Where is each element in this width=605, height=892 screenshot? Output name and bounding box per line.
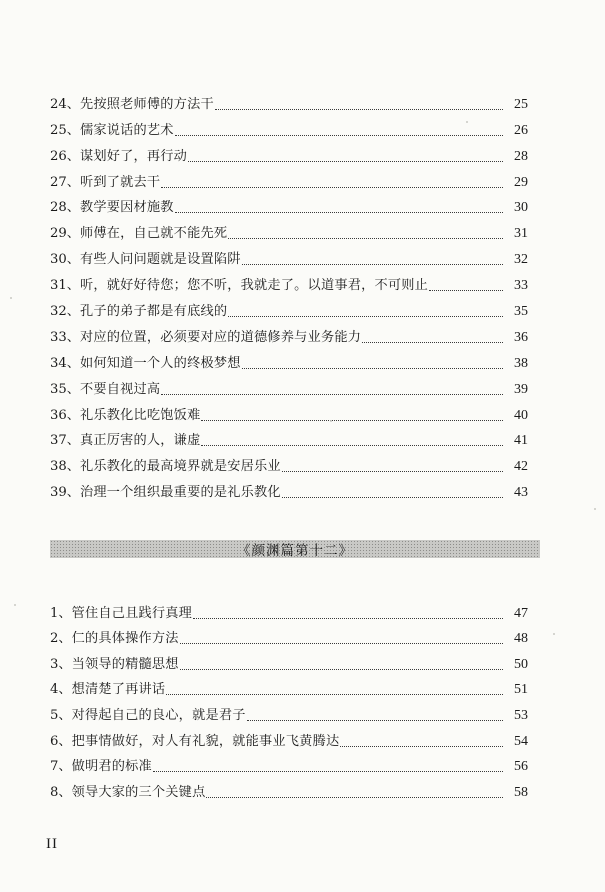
toc-entry[interactable] (50, 476, 528, 502)
toc-entry[interactable] (50, 450, 528, 476)
entry-number: 33、 (50, 329, 80, 345)
entry-page-number: 51 (514, 682, 528, 698)
entry-title: 听到了就去干 (79, 174, 161, 190)
dot-leader (201, 445, 503, 446)
entry-page-number: 39 (514, 381, 528, 397)
entry-page-number: 53 (514, 707, 528, 723)
dot-leader (175, 212, 503, 213)
dot-leader (206, 797, 503, 798)
entry-page-number: 29 (514, 174, 528, 190)
toc-entry[interactable] (50, 597, 528, 623)
paper-speck (14, 604, 16, 606)
entry-title: 对得起自己的良心，就是君子 (71, 707, 246, 723)
paper-speck (553, 633, 555, 635)
dot-leader (175, 135, 503, 136)
toc-entry[interactable] (50, 399, 528, 425)
entry-page-number: 33 (514, 278, 528, 294)
dot-leader (242, 264, 503, 265)
entry-number: 6、 (50, 733, 72, 749)
entry-page-number: 28 (514, 148, 528, 164)
toc-entry[interactable] (50, 373, 528, 399)
toc-list-part1 (50, 88, 528, 502)
dot-leader (153, 771, 503, 772)
entry-page-number: 48 (514, 631, 528, 647)
toc-entry[interactable] (50, 140, 528, 166)
entry-number: 3、 (50, 656, 72, 672)
entry-number: 24、 (50, 96, 80, 112)
section-heading-band (50, 540, 540, 558)
entry-title: 先按照老师傅的方法干 (79, 96, 214, 112)
entry-number: 34、 (50, 355, 80, 371)
section-heading: 《颜渊篇第十二》 (237, 543, 353, 559)
entry-page-number: 54 (514, 733, 528, 749)
entry-number: 29、 (50, 226, 80, 242)
entry-title: 礼乐教化的最高境界就是安居乐业 (79, 459, 281, 475)
entry-title: 有些人问问题就是设置陷阱 (79, 252, 241, 268)
entry-page-number: 25 (514, 96, 528, 112)
entry-title: 儒家说话的艺术 (79, 122, 174, 138)
toc-entry[interactable] (50, 217, 528, 243)
entry-page-number: 31 (514, 226, 528, 242)
entry-title: 对应的位置，必须要对应的道德修养与业务能力 (79, 329, 362, 345)
entry-title: 想清楚了再讲话 (71, 682, 166, 698)
toc-entry[interactable] (50, 751, 528, 777)
toc-entry[interactable] (50, 623, 528, 649)
toc-entry[interactable] (50, 243, 528, 269)
dot-leader (247, 720, 503, 721)
dot-leader (228, 238, 503, 239)
entry-number: 39、 (50, 485, 80, 501)
dot-leader (228, 316, 503, 317)
entry-page-number: 35 (514, 304, 528, 320)
entry-title: 治理一个组织最重要的是礼乐教化 (79, 485, 281, 501)
entry-number: 37、 (50, 433, 80, 449)
entry-title: 不要自视过高 (79, 381, 161, 397)
entry-title: 师傅在，自己就不能先死 (79, 226, 228, 242)
paper-speck (594, 508, 596, 510)
entry-page-number: 58 (514, 784, 528, 800)
dot-leader (429, 290, 503, 291)
dot-leader (161, 394, 503, 395)
entry-title: 真正厉害的人，谦虚 (79, 433, 201, 449)
entry-title: 听，就好好待您；您不听，我就走了。以道事君，不可则止 (79, 278, 429, 294)
entry-number: 4、 (50, 682, 72, 698)
toc-entry[interactable] (50, 295, 528, 321)
toc-entry[interactable] (50, 269, 528, 295)
dot-leader (188, 161, 503, 162)
entry-title: 谋划好了，再行动 (79, 148, 188, 164)
entry-title: 做明君的标准 (71, 759, 152, 775)
paper-speck (330, 420, 332, 422)
dot-leader (166, 694, 503, 695)
entry-number: 36、 (50, 407, 80, 423)
entry-page-number: 26 (514, 122, 528, 138)
toc-entry[interactable] (50, 114, 528, 140)
entry-page-number: 36 (514, 329, 528, 345)
toc-entry[interactable] (50, 347, 528, 373)
toc-entry[interactable] (50, 776, 528, 802)
entry-number: 8、 (50, 784, 72, 800)
dot-leader (193, 618, 503, 619)
dot-leader (282, 497, 503, 498)
entry-number: 7、 (50, 759, 72, 775)
entry-page-number: 56 (514, 759, 528, 775)
entry-number: 1、 (50, 605, 72, 621)
toc-entry[interactable] (50, 321, 528, 347)
toc-entry[interactable] (50, 674, 528, 700)
entry-number: 38、 (50, 459, 80, 475)
paper-speck (10, 297, 12, 299)
entry-page-number: 32 (514, 252, 528, 268)
entry-title: 礼乐教化比吃饱饭难 (79, 407, 201, 423)
dot-leader (215, 109, 503, 110)
dot-leader (340, 746, 503, 747)
entry-page-number: 38 (514, 355, 528, 371)
entry-page-number: 50 (514, 656, 528, 672)
dot-leader (180, 643, 503, 644)
entry-title: 如何知道一个人的终极梦想 (79, 355, 241, 371)
dot-leader (282, 471, 503, 472)
dot-leader (161, 187, 503, 188)
entry-title: 仁的具体操作方法 (71, 631, 179, 647)
dot-leader (180, 669, 503, 670)
page-folio: II (46, 836, 58, 852)
entry-page-number: 41 (514, 433, 528, 449)
entry-number: 30、 (50, 252, 80, 268)
toc-entry[interactable] (50, 166, 528, 192)
entry-title: 管住自己且践行真理 (71, 605, 193, 621)
entry-title: 把事情做好，对人有礼貌，就能事业飞黄腾达 (71, 733, 340, 749)
entry-title: 孔子的弟子都是有底线的 (79, 304, 228, 320)
toc-entry[interactable] (50, 425, 528, 451)
entry-title: 教学要因材施教 (79, 200, 174, 216)
entry-page-number: 40 (514, 407, 528, 423)
entry-number: 31、 (50, 278, 80, 294)
entry-page-number: 42 (514, 459, 528, 475)
entry-page-number: 43 (514, 485, 528, 501)
entry-title: 当领导的精髓思想 (71, 656, 179, 672)
entry-title: 领导大家的三个关键点 (71, 784, 206, 800)
dot-leader (362, 342, 503, 343)
entry-number: 25、 (50, 122, 80, 138)
entry-page-number: 47 (514, 605, 528, 621)
entry-page-number: 30 (514, 200, 528, 216)
entry-number: 27、 (50, 174, 80, 190)
toc-entry[interactable] (50, 648, 528, 674)
entry-number: 32、 (50, 304, 80, 320)
entry-number: 5、 (50, 707, 72, 723)
paper-speck (466, 121, 468, 123)
toc-entry[interactable] (50, 192, 528, 218)
toc-list-part2 (50, 597, 528, 802)
dot-leader (242, 368, 503, 369)
entry-number: 35、 (50, 381, 80, 397)
entry-number: 26、 (50, 148, 80, 164)
toc-entry[interactable] (50, 88, 528, 114)
toc-entry[interactable] (50, 699, 528, 725)
entry-number: 28、 (50, 200, 80, 216)
entry-number: 2、 (50, 631, 72, 647)
toc-entry[interactable] (50, 725, 528, 751)
dot-leader (201, 420, 503, 421)
